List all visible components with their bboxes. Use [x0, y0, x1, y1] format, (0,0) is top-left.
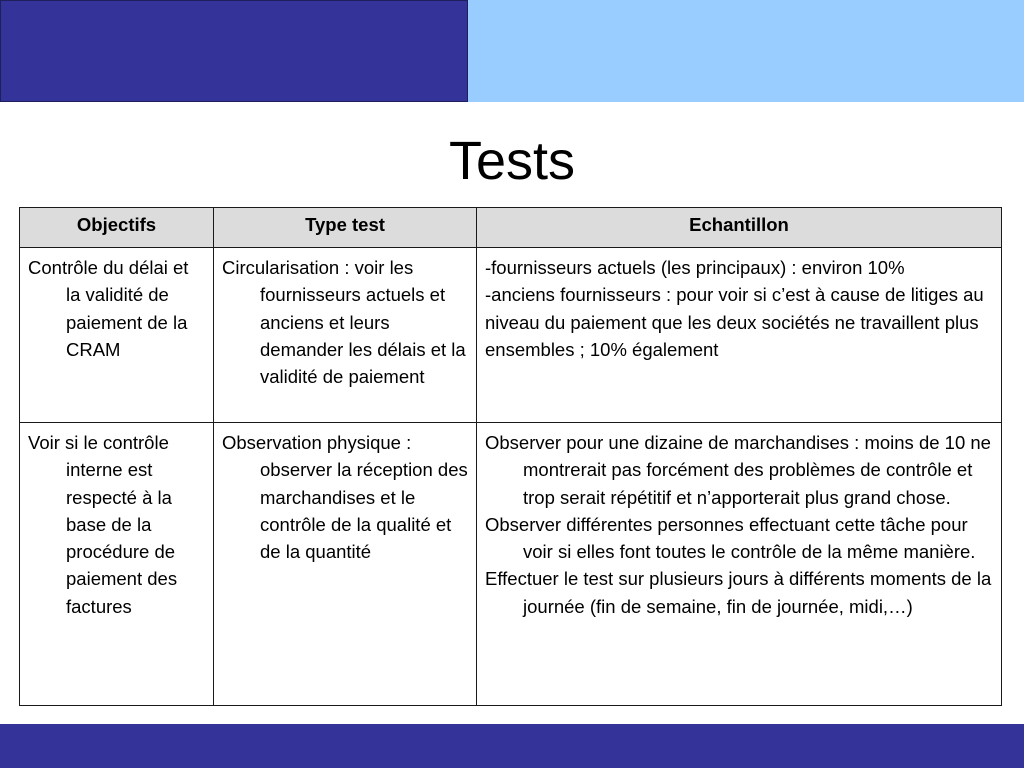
echantillon-item: Observer pour une dizaine de marchandises : moins de 10 ne montrerait pas forcément des problèmes de contrôle et trop serait répétitif et n’apporterait plus grand chose.	[485, 432, 991, 508]
cell-echantillon	[477, 248, 1002, 423]
table-row	[20, 248, 1002, 423]
cell-objectif	[20, 248, 214, 423]
cell-echantillon	[477, 423, 1002, 706]
header-band-light	[468, 0, 1024, 102]
objectif-text: Contrôle du délai et la validité de paiement de la CRAM	[28, 257, 189, 360]
type-test-text: Circularisation : voir les fournisseurs actuels et anciens et leurs demander les délais et la validité de paiement	[222, 257, 466, 388]
header-objectifs: Objectifs	[20, 208, 214, 248]
header-echantillon: Echantillon	[477, 208, 1002, 248]
echantillon-item: -fournisseurs actuels (les principaux) : environ 10%	[485, 257, 905, 278]
table-header-row	[20, 208, 1002, 248]
cell-type-test	[214, 248, 477, 423]
header-type-test: Type test	[214, 208, 477, 248]
echantillon-item: -anciens fournisseurs : pour voir si c’est à cause de litiges au niveau du paiement que les deux sociétés ne travaillent plus ensembles ; 10% également	[485, 284, 984, 360]
slide-title: Tests	[448, 131, 576, 191]
echantillon-item: Observer différentes personnes effectuant cette tâche pour voir si elles font toutes le contrôle de la même manière.	[485, 513, 976, 563]
cell-type-test	[214, 423, 477, 706]
type-test-text: Observation physique : observer la réception des marchandises et le contrôle de la qualité et de la quantité	[222, 432, 468, 563]
objectif-text: Voir si le contrôle interne est respecté à la base de la procédure de paiement des factures	[28, 432, 178, 617]
footer-band	[0, 724, 1024, 768]
header-band-dark	[0, 0, 468, 102]
cell-objectif	[20, 423, 214, 706]
tests-table	[19, 207, 1002, 706]
table-row	[20, 423, 1002, 706]
echantillon-item: Effectuer le test sur plusieurs jours à différents moments de la journée (fin de semaine, fin de journée, midi,…)	[485, 568, 992, 617]
